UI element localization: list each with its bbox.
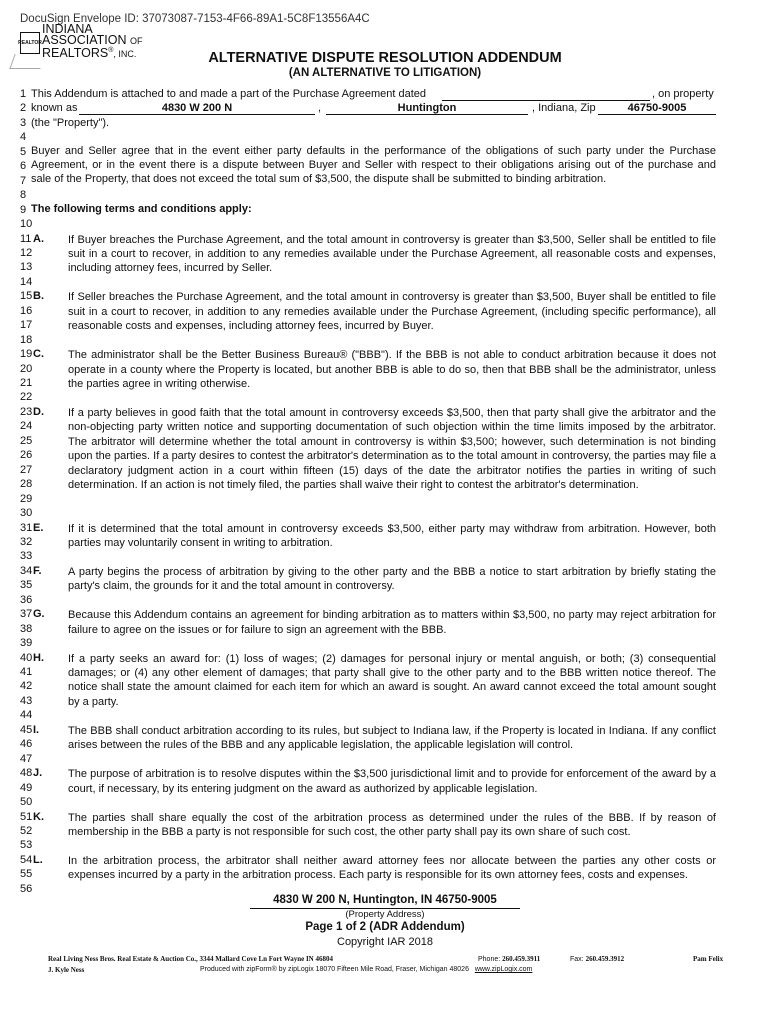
- line-number: 1: [20, 88, 27, 100]
- line-number: 11: [20, 232, 32, 245]
- section-letter: A.: [33, 232, 44, 245]
- iar-logo: REALTOR INDIANA ASSOCIATION OF REALTORS®, INC.: [20, 24, 130, 64]
- line-number: 27: [20, 463, 33, 476]
- section-letter: F.: [33, 564, 42, 577]
- line-number: 44: [20, 709, 33, 722]
- zip-field[interactable]: 46750-9005: [598, 102, 716, 115]
- line-number: 39: [20, 637, 33, 650]
- line-number: 6: [20, 160, 27, 173]
- line-number: 10: [20, 218, 33, 231]
- street-address-field[interactable]: 4830 W 200 N: [79, 102, 315, 115]
- intro-line-3: (the "Property").: [31, 117, 110, 129]
- line-number: 43: [20, 694, 33, 707]
- line-number: 25: [20, 434, 33, 447]
- line-number: 18: [20, 333, 33, 346]
- line-number: 21: [20, 377, 33, 389]
- line-number: 12: [20, 246, 33, 259]
- docusign-envelope-id: DocuSign Envelope ID: 37073087-7153-4F66-89A1-5C8F13556A4C: [20, 13, 370, 25]
- section-letter: K.: [33, 810, 44, 823]
- line-number: 32: [20, 535, 33, 548]
- footer-copyright: Copyright IAR 2018: [337, 936, 433, 948]
- section-text: If Seller breaches the Purchase Agreement, and the total amount in controversy is greater than $3,500, Buyer shall be entitled to file suit in a court to recover, in addition to any remedies available under the Purchase Agreement, (including specific performance), all reasonable costs and expenses, including attorney fees, incurred by Buyer.: [68, 291, 716, 333]
- section-text: The purpose of arbitration is to resolve disputes within the $3,500 jurisdictional limit and to provide for enforcement of the award by a court, if necessary, by its entering judgment on the award as authorized by applicable legislation.: [68, 768, 716, 795]
- line-number: 48: [20, 767, 33, 780]
- section-letter: C.: [33, 348, 44, 361]
- line-number: 13: [20, 261, 33, 274]
- line-number: 29: [20, 492, 33, 505]
- line-number: 3: [20, 116, 27, 129]
- line-number: 55: [20, 868, 33, 881]
- section-letter: H.: [33, 651, 44, 664]
- line-number: 54: [20, 853, 33, 866]
- section-letter: D.: [33, 405, 44, 418]
- state-zip-label: , Indiana, Zip: [532, 102, 596, 114]
- line-number: 31: [20, 521, 33, 534]
- line-number: 4: [20, 131, 27, 144]
- logo-line-1: INDIANA: [42, 22, 93, 36]
- section-text: If a party believes in good faith that the total amount in controversy exceeds $3,500, then that party shall give the arbitrator and the non-objecting party written notice and supporting documentation of such objection within the time limits imposed by the arbitrator. The arbitrator will determine whether the total amount in controversy is within $3,500; however, such determination is not binding upon the parties. If a party desires to contest the arbitrator's determination as to the total amount in controversy, the parties may file a declaratory judgment action in a court within fifteen (15) days of the date the arbitrator notifies the parties in writing of such determination. If an action is not timely filed, the parties shall waive their right to contest the arbitrator's determination.: [68, 406, 716, 492]
- line-number: 7: [20, 174, 27, 187]
- section-text: A party begins the process of arbitration by giving to the other party and the BBB a notice to start arbitration by briefly stating the party's claim, the grounds for it and the total amount in controversy.: [68, 565, 716, 593]
- line-number: 33: [20, 550, 33, 563]
- ziplogix-link[interactable]: www.zipLogix.com: [474, 966, 533, 973]
- section-text: The parties shall share equally the cost of the arbitration process as determined under the rules of the BBB. If by reason of membership in the BBB a party is not responsible for such cost, the other party shall pay its own share of such cost.: [68, 811, 716, 838]
- section-text: Because this Addendum contains an agreement for binding arbitration as to matters within $3,500, no party may reject arbitration for failure to agree on the issues or for failure to sign an agreement with the BBB.: [68, 609, 716, 636]
- line-number: 2: [20, 102, 27, 115]
- line-number: 37: [20, 608, 33, 621]
- line-number: 50: [20, 796, 33, 809]
- section-text: The BBB shall conduct arbitration according to its rules, but subject to Indiana law, if the Property is located in Indiana. If any conflict arises between the rules of the BBB and any applicable legislation, the applicable legislation will control.: [68, 724, 716, 752]
- line-number: 9: [20, 203, 27, 216]
- city-field[interactable]: Huntington: [326, 102, 528, 115]
- line-number: 30: [20, 507, 33, 520]
- line-number: 41: [20, 666, 33, 678]
- line-number: 51: [20, 810, 33, 823]
- line-number: 19: [20, 348, 33, 361]
- line-number: 8: [20, 189, 27, 202]
- section-letter: I.: [33, 723, 40, 736]
- section-text: The administrator shall be the Better Business Bureau® ("BBB"). If the BBB is not able to conduct arbitration because it does not operate in a county where the Property is located, but another BBB is able to do so, then that BBB shall be the administrator, unless the parties agree in writing otherwise.: [68, 349, 716, 390]
- section-text: If a party seeks an award for: (1) loss of wages; (2) damages for personal injury or mental anguish, or both; (3) consequential damages; or (4) any other element of damages; that party shall give to the other party and to the BBB written notice thereof. The notice shall state the amount claimed for each item for which an award is sought. An award cannot exceed the total amount sought by a party.: [68, 652, 716, 708]
- footer-phone: Phone: 260.459.3911: [478, 955, 541, 963]
- line-number: 49: [20, 781, 33, 794]
- line-number: 34: [20, 564, 33, 577]
- line-number: 42: [20, 680, 33, 693]
- footer-agent-left: J. Kyle Ness: [48, 966, 85, 974]
- logo-line-3: REALTORS: [42, 46, 109, 61]
- logo-inc: , INC.: [113, 49, 137, 60]
- document-title: ALTERNATIVE DISPUTE RESOLUTION ADDENDUM: [208, 50, 562, 66]
- line-number: 17: [20, 319, 33, 332]
- street-comma: ,: [318, 102, 322, 114]
- footer-fax: Fax: 260.459.3912: [570, 955, 625, 963]
- line-number: 14: [20, 275, 33, 288]
- terms-heading: The following terms and conditions apply:: [31, 203, 252, 215]
- line-number: 5: [20, 145, 27, 158]
- section-text: In the arbitration process, the arbitrator shall neither award attorney fees nor allocate between the parties any other costs or expenses incurred by a party in the arbitration process. Each party is responsible for its own attorney fees, costs and expenses.: [68, 854, 716, 882]
- line-number: 35: [20, 579, 33, 592]
- line-number: 28: [20, 478, 33, 491]
- line-number: 47: [20, 752, 33, 765]
- intro-line-1: This Addendum is attached to and made a part of the Purchase Agreement dated: [31, 88, 427, 100]
- agreement-date-field[interactable]: [442, 88, 650, 101]
- section-text: If it is determined that the total amount in controversy exceeds $3,500, either party may withdraw from arbitration. However, both parties may voluntarily consent in writing to arbitration.: [68, 522, 716, 549]
- footer-property-label: (Property Address): [345, 909, 425, 920]
- section-letter: J.: [33, 767, 43, 780]
- line-number: 15: [20, 290, 33, 303]
- footer-broker: Real Living Ness Bros. Real Estate & Auction Co., 3344 Mallard Cove Ln Fort Wayne IN 46804: [48, 955, 333, 963]
- line-number: 56: [20, 882, 33, 895]
- line-number: 24: [20, 420, 33, 433]
- line-number: 45: [20, 723, 33, 736]
- line-number: 16: [20, 304, 33, 317]
- intro-line-1-end: , on property: [652, 88, 714, 100]
- line-number: 20: [20, 362, 33, 375]
- line-number: 23: [20, 405, 33, 418]
- line-number: 40: [20, 651, 33, 664]
- footer-produced: Produced with zipForm® by zipLogix 18070 Fifteen Mile Road, Fraser, Michigan 48026 www.zipLogix.com: [200, 966, 533, 973]
- line-number: 46: [20, 738, 33, 751]
- line-number: 36: [20, 593, 33, 606]
- document-subtitle: (AN ALTERNATIVE TO LITIGATION): [288, 67, 482, 79]
- logo-line-2: ASSOCIATION: [42, 32, 127, 47]
- line-number: 53: [20, 839, 33, 852]
- section-text: If Buyer breaches the Purchase Agreement, and the total amount in controversy is greater than $3,500, Seller shall be entitled to file suit in a court to recover, in addition to any remedies available under the Purchase Agreement, all reasonable costs and expenses, including attorney fees, incurred by Seller.: [68, 233, 716, 275]
- line-number: 38: [20, 622, 33, 635]
- section-letter: L.: [33, 853, 43, 866]
- intro-paragraph: Buyer and Seller agree that in the event either party defaults in the performance of the obligations of such party under the Purchase Agreement, or in the event there is a dispute between Buyer and Seller with respect to their obligations arising out of the purchase and sale of the Property, that does not exceed the total sum of $3,500, the dispute shall be submitted to binding arbitration.: [31, 145, 716, 185]
- section-letter: E.: [33, 521, 44, 534]
- line-number: 22: [20, 391, 33, 404]
- logo-of: OF: [130, 35, 143, 46]
- section-letter: B.: [33, 290, 44, 303]
- realtor-mark-icon: REALTOR: [20, 32, 40, 54]
- footer-agent-right: Pam Felix: [693, 955, 724, 963]
- footer-property-address: 4830 W 200 N, Huntington, IN 46750-9005: [273, 894, 497, 906]
- line-number: 26: [20, 449, 33, 462]
- intro-line-2-label: known as: [31, 102, 78, 114]
- section-letter: G.: [33, 608, 45, 621]
- line-number: 52: [20, 824, 33, 837]
- footer-page-number: Page 1 of 2 (ADR Addendum): [305, 921, 465, 933]
